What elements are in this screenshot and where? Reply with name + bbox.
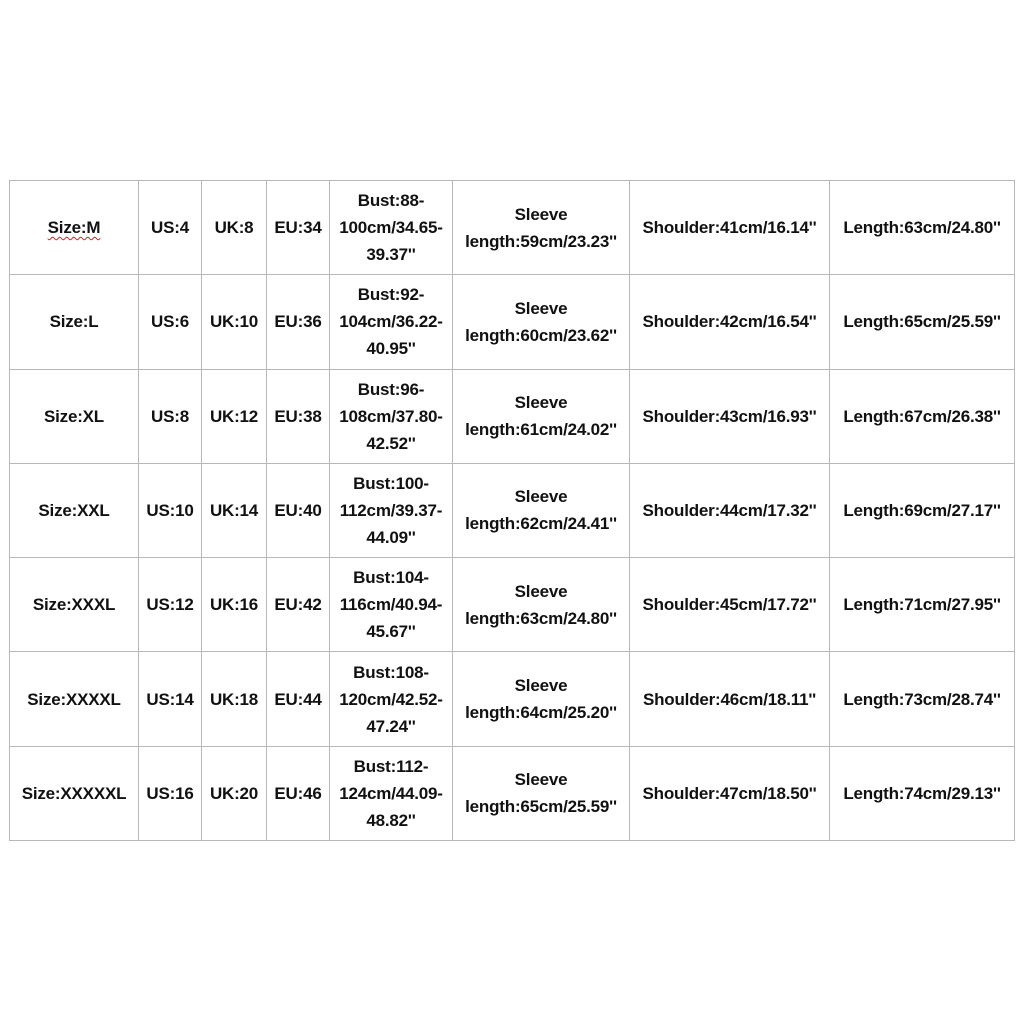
- size-chart-table: [9, 180, 1015, 841]
- bust-cell: Bust:96- 108cm/37.80- 42.52'': [330, 369, 453, 463]
- eu-size-cell: EU:44: [267, 652, 330, 746]
- length-cell: Length:71cm/27.95'': [830, 558, 1015, 652]
- sleeve-length-cell: Sleeve length:62cm/24.41'': [453, 463, 630, 557]
- size-cell: Size:L: [10, 275, 139, 369]
- shoulder-cell: Shoulder:42cm/16.54'': [630, 275, 830, 369]
- length-cell: Length:69cm/27.17'': [830, 463, 1015, 557]
- uk-size-cell: UK:10: [202, 275, 267, 369]
- eu-size-cell: EU:34: [267, 181, 330, 275]
- table-row: [10, 463, 1015, 557]
- eu-size-cell: EU:42: [267, 558, 330, 652]
- size-cell: Size:XXXXL: [10, 652, 139, 746]
- us-size-cell: US:12: [139, 558, 202, 652]
- bust-cell: Bust:88- 100cm/34.65- 39.37'': [330, 181, 453, 275]
- us-size-cell: US:8: [139, 369, 202, 463]
- eu-size-cell: EU:36: [267, 275, 330, 369]
- uk-size-cell: UK:20: [202, 746, 267, 840]
- shoulder-cell: Shoulder:46cm/18.11'': [630, 652, 830, 746]
- sleeve-length-cell: Sleeve length:59cm/23.23'': [453, 181, 630, 275]
- bust-cell: Bust:112- 124cm/44.09- 48.82'': [330, 746, 453, 840]
- sleeve-length-cell: Sleeve length:61cm/24.02'': [453, 369, 630, 463]
- uk-size-cell: UK:18: [202, 652, 267, 746]
- size-cell: Size:M: [10, 181, 139, 275]
- shoulder-cell: Shoulder:41cm/16.14'': [630, 181, 830, 275]
- length-cell: Length:67cm/26.38'': [830, 369, 1015, 463]
- uk-size-cell: UK:14: [202, 463, 267, 557]
- shoulder-cell: Shoulder:43cm/16.93'': [630, 369, 830, 463]
- sleeve-length-cell: Sleeve length:65cm/25.59'': [453, 746, 630, 840]
- uk-size-cell: UK:16: [202, 558, 267, 652]
- table-row: [10, 181, 1015, 275]
- sleeve-length-cell: Sleeve length:64cm/25.20'': [453, 652, 630, 746]
- uk-size-cell: UK:8: [202, 181, 267, 275]
- bust-cell: Bust:104- 116cm/40.94- 45.67'': [330, 558, 453, 652]
- size-cell: Size:XXXL: [10, 558, 139, 652]
- table-row: [10, 746, 1015, 840]
- table-row: [10, 275, 1015, 369]
- eu-size-cell: EU:40: [267, 463, 330, 557]
- eu-size-cell: EU:38: [267, 369, 330, 463]
- shoulder-cell: Shoulder:45cm/17.72'': [630, 558, 830, 652]
- eu-size-cell: EU:46: [267, 746, 330, 840]
- sleeve-length-cell: Sleeve length:63cm/24.80'': [453, 558, 630, 652]
- uk-size-cell: UK:12: [202, 369, 267, 463]
- length-cell: Length:65cm/25.59'': [830, 275, 1015, 369]
- us-size-cell: US:4: [139, 181, 202, 275]
- sleeve-length-cell: Sleeve length:60cm/23.62'': [453, 275, 630, 369]
- size-cell: Size:XXL: [10, 463, 139, 557]
- table-row: [10, 652, 1015, 746]
- length-cell: Length:73cm/28.74'': [830, 652, 1015, 746]
- table-row: [10, 558, 1015, 652]
- length-cell: Length:74cm/29.13'': [830, 746, 1015, 840]
- us-size-cell: US:14: [139, 652, 202, 746]
- size-cell: Size:XXXXXL: [10, 746, 139, 840]
- size-cell: Size:XL: [10, 369, 139, 463]
- table-row: [10, 369, 1015, 463]
- us-size-cell: US:6: [139, 275, 202, 369]
- length-cell: Length:63cm/24.80'': [830, 181, 1015, 275]
- us-size-cell: US:10: [139, 463, 202, 557]
- shoulder-cell: Shoulder:44cm/17.32'': [630, 463, 830, 557]
- bust-cell: Bust:100- 112cm/39.37- 44.09'': [330, 463, 453, 557]
- bust-cell: Bust:92- 104cm/36.22- 40.95'': [330, 275, 453, 369]
- us-size-cell: US:16: [139, 746, 202, 840]
- shoulder-cell: Shoulder:47cm/18.50'': [630, 746, 830, 840]
- bust-cell: Bust:108- 120cm/42.52- 47.24'': [330, 652, 453, 746]
